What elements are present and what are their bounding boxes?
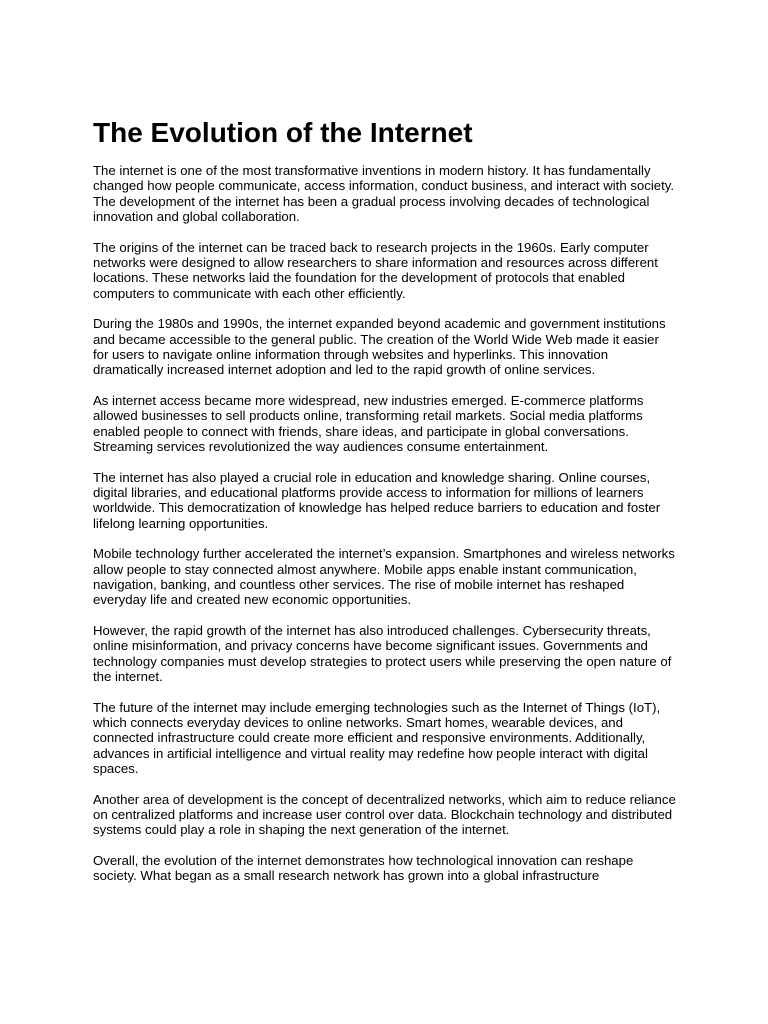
paragraph-origins: The origins of the internet can be traced back to research projects in the 1960s. Early computer networks were designed to allow researchers to share information and resources across different locations. These networks laid the foundation for the development of protocols that enabled computers to communicate with each other efficiently. bbox=[93, 239, 658, 301]
document-title: The Evolution of the Internet bbox=[93, 117, 473, 148]
document-page bbox=[93, 116, 677, 899]
paragraph-expansion: During the 1980s and 1990s, the internet expanded beyond academic and government institutions and became accessible to the general public. The creation of the World Wide Web made it easier for users to navigate online information through websites and hyperlinks. This innovation dramatically increased internet adoption and led to the rapid growth of online services. bbox=[93, 316, 666, 378]
paragraph-education: The internet has also played a crucial role in education and knowledge sharing. Online courses, digital libraries, and educational platforms provide access to information for millions of learners worldwide. This democratization of knowledge has helped reduce barriers to education and foster lifelong learning opportunities. bbox=[93, 469, 661, 531]
paragraph-overall: Overall, the evolution of the internet demonstrates how technological innovation can reshape society. What began as a small research network has grown into a global infrastructure bbox=[93, 853, 634, 884]
paragraph-mobile: Mobile technology further accelerated the internet’s expansion. Smartphones and wireless networks allow people to stay connected almost anywhere. Mobile apps enable instant communication, navigation, banking, and countless other services. The rise of mobile internet has reshaped everyday life and created new economic opportunities. bbox=[93, 546, 675, 608]
paragraph-decentralized: Another area of development is the concept of decentralized networks, which aim to reduce reliance on centralized platforms and increase user control over data. Blockchain technology and distributed systems could play a role in shaping the next generation of the internet. bbox=[93, 791, 676, 838]
paragraph-industries: As internet access became more widespread, new industries emerged. E-commerce platforms allowed businesses to sell products online, transforming retail markets. Social media platforms enabled people to connect with friends, share ideas, and participate in global conversations. Streaming services revolutionized the way audiences consume entertainment. bbox=[93, 393, 644, 454]
paragraph-intro: The internet is one of the most transformative inventions in modern history. It has fundamentally changed how people communicate, access information, conduct business, and interact with society. The development of the internet has been a gradual process involving decades of technological innovation and global collaboration. bbox=[93, 163, 675, 224]
paragraph-future: The future of the internet may include emerging technologies such as the Internet of Things (IoT), which connects everyday devices to online networks. Smart homes, wearable devices, and connected infrastructure could create more efficient and responsive environments. Additionally, advances in artificial intelligence and virtual reality may redefine how people interact with digital spaces. bbox=[93, 699, 661, 776]
paragraph-challenges: However, the rapid growth of the internet has also introduced challenges. Cybersecurity threats, online misinformation, and privacy concerns have become significant issues. Governments and technology companies must develop strategies to protect users while preserving the open nature of the internet. bbox=[93, 623, 672, 685]
